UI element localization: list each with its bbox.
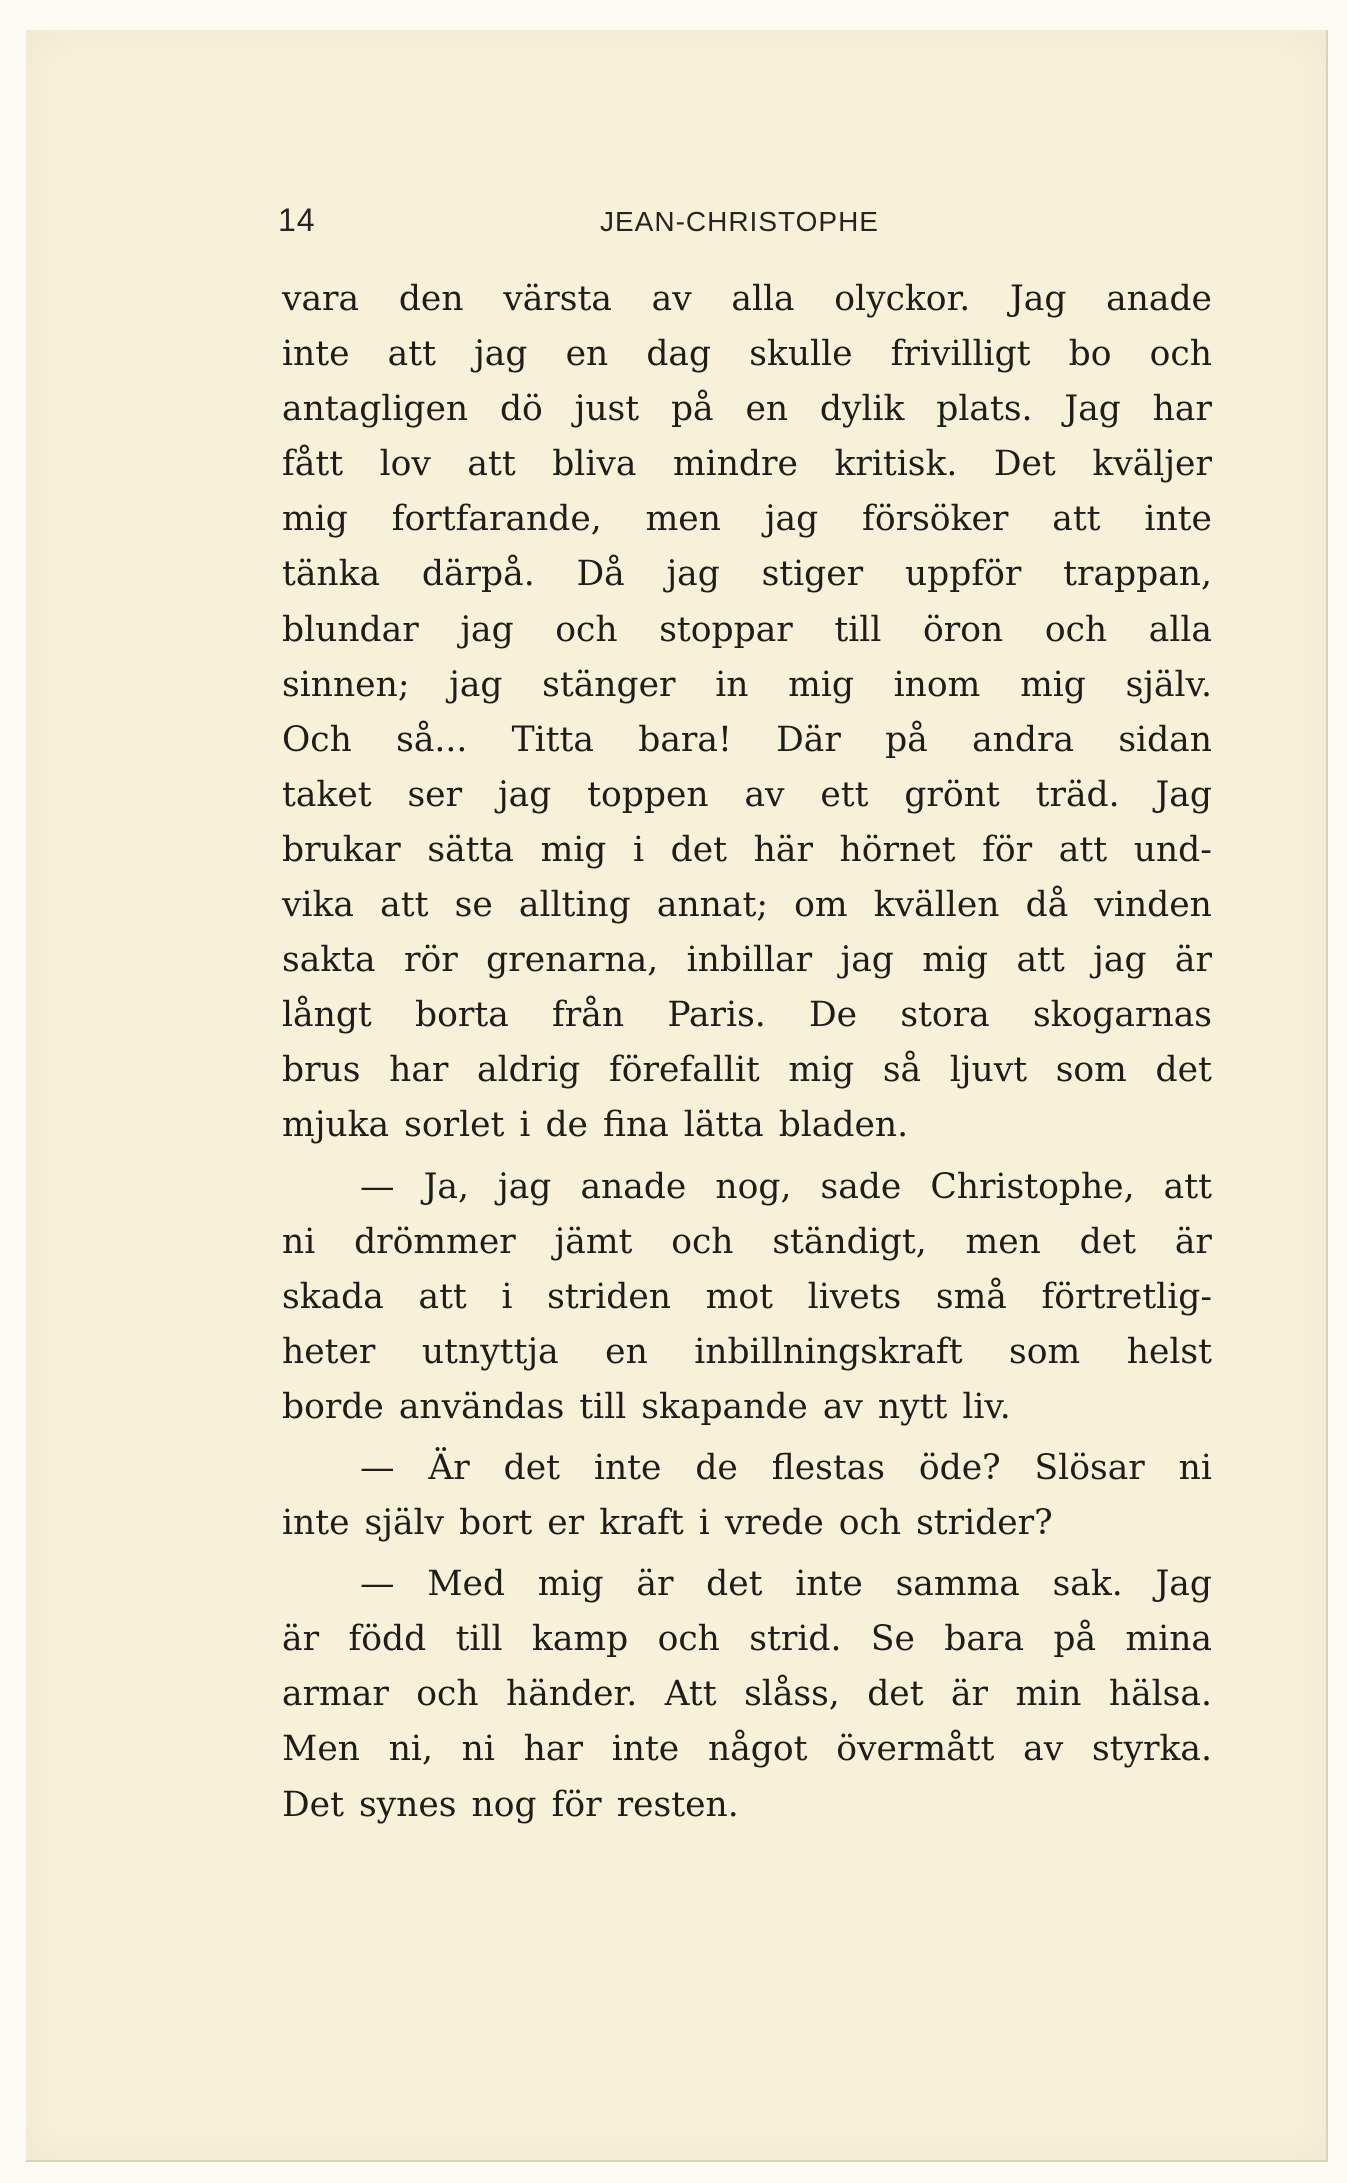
text-line: sakta rör grenarna, inbillar jag mig att jag är: [282, 940, 1212, 981]
text-line: fått lov att bliva mindre kritisk. Det kväljer: [282, 444, 1212, 485]
text-line: taket ser jag toppen av ett grönt träd. Jag: [282, 774, 1212, 815]
text-line: Och så... Titta bara! Där på andra sidan: [282, 719, 1212, 760]
text-line: tänka därpå. Då jag stiger uppför trappan,: [282, 554, 1212, 595]
text-line: skada att i striden mot livets små förtretlig-: [282, 1276, 1212, 1317]
paragraph: [282, 1160, 1212, 1435]
text-line: brukar sätta mig i det här hörnet för att und-: [282, 829, 1212, 870]
text-line: mjuka sorlet i de fina lätta bladen.: [282, 1105, 909, 1146]
text-line: armar och händer. Att slåss, det är min hälsa.: [282, 1674, 1212, 1715]
text-line: är född till kamp och strid. Se bara på mina: [282, 1619, 1212, 1660]
text-line: — Är det inte de flestas öde? Slösar ni: [360, 1447, 1212, 1488]
text-line: antagligen dö just på en dylik plats. Jag har: [282, 389, 1212, 430]
paragraph: [282, 272, 1212, 1154]
text-line: inte själv bort er kraft i vrede och strider?: [282, 1503, 1053, 1544]
paragraph: [282, 1441, 1212, 1551]
running-head: JEAN-CHRISTOPHE: [600, 206, 879, 237]
text-line: borde användas till skapande av nytt liv.: [282, 1386, 1011, 1427]
text-line: — Ja, jag anade nog, sade Christophe, att: [360, 1166, 1212, 1207]
text-line: mig fortfarande, men jag försöker att inte: [282, 499, 1212, 540]
text-line: Det synes nog för resten.: [282, 1784, 739, 1825]
text-line: heter utnyttja en inbillningskraft som helst: [282, 1331, 1212, 1372]
text-line: blundar jag och stoppar till öron och alla: [282, 609, 1212, 650]
text-line: vara den värsta av alla olyckor. Jag anade: [282, 279, 1212, 319]
text-line: inte att jag en dag skulle frivilligt bo och: [282, 334, 1212, 375]
text-line: Men ni, ni har inte något övermått av styrka.: [282, 1729, 1212, 1770]
text-line: långt borta från Paris. De stora skogarnas: [282, 995, 1212, 1036]
page-header: [278, 202, 1218, 250]
paragraph: [282, 1557, 1212, 1832]
text-line: — Med mig är det inte samma sak. Jag: [360, 1564, 1212, 1605]
text-line: sinnen; jag stänger in mig inom mig själv.: [282, 664, 1212, 705]
text-line: brus har aldrig förefallit mig så ljuvt som det: [282, 1050, 1212, 1091]
body-text: [282, 272, 1212, 1833]
page-number: 14: [278, 202, 316, 238]
text-line: ni drömmer jämt och ständigt, men det är: [282, 1221, 1212, 1262]
text-line: vika att se allting annat; om kvällen då vinden: [282, 885, 1212, 926]
